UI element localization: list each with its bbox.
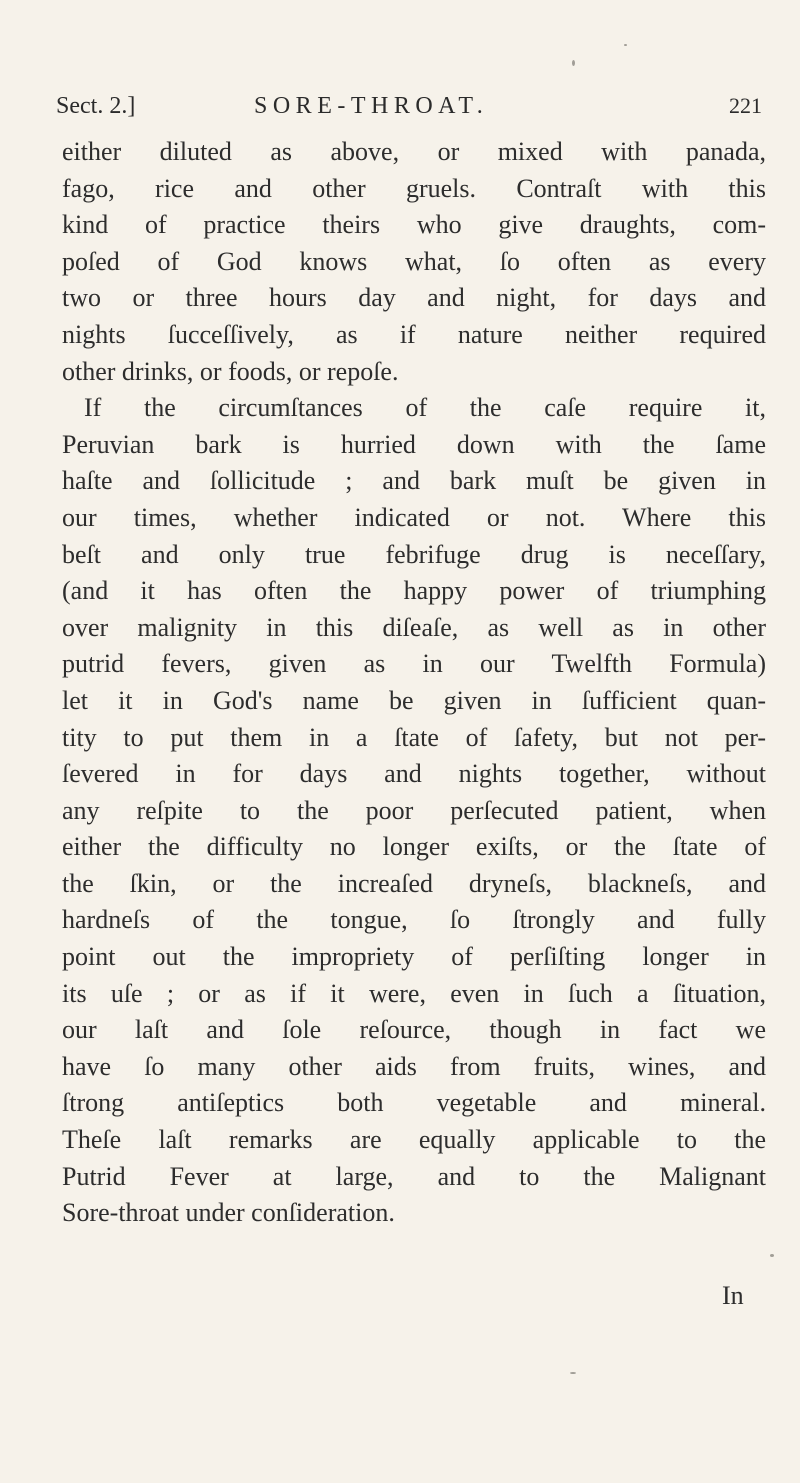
text-line: either diluted as above, or mixed with panada,: [62, 137, 766, 166]
catchword: In: [722, 1281, 744, 1310]
text-line: (and it has often the happy power of triumphing: [62, 576, 766, 606]
text-line: fago, rice and other gruels. Contraſt with this: [62, 173, 766, 203]
text-line: either the difficulty no longer exiſts, or the ſtate of: [62, 832, 766, 862]
text-line: let it in God's name be given in ſufficient quan-: [62, 685, 766, 715]
text-line: the ſkin, or the increaſed dryneſs, blackneſs, and: [62, 868, 766, 898]
text-line: Sore-throat under conſideration.: [62, 1198, 395, 1228]
print-speck: [770, 1254, 774, 1257]
text-line: its uſe ; or as if it were, even in ſuch a ſituation,: [62, 978, 766, 1008]
text-line: poſed of God knows what, ſo often as every: [62, 246, 766, 276]
text-line: other drinks, or foods, or repoſe.: [62, 356, 399, 386]
running-header: [56, 88, 762, 124]
text-line: kind of practice theirs who give draughts, com-: [62, 210, 766, 240]
paragraph-first-line: If the circumſtances of the caſe require it,: [84, 393, 766, 423]
text-line: have ſo many other aids from fruits, wines, and: [62, 1051, 766, 1081]
print-speck: [572, 60, 575, 66]
text-line: Theſe laſt remarks are equally applicable to the: [62, 1125, 766, 1155]
text-line: beſt and only true febrifuge drug is neceſſary,: [62, 539, 766, 569]
section-reference: Sect. 2.]: [56, 93, 136, 119]
text-line: any reſpite to the poor perſecuted patient, when: [62, 795, 766, 825]
text-line: our laſt and ſole reſource, though in fact we: [62, 1015, 766, 1045]
text-line: ſtrong antiſeptics both vegetable and mineral.: [62, 1088, 766, 1118]
text-line: ſevered in for days and nights together, without: [62, 759, 766, 789]
print-speck: [570, 1372, 576, 1374]
text-line: tity to put them in a ſtate of ſafety, but not per-: [62, 722, 766, 752]
text-line: putrid fevers, given as in our Twelfth Formula): [62, 649, 766, 679]
print-speck: [624, 44, 627, 46]
body-text: [62, 134, 766, 1232]
text-line: our times, whether indicated or not. Where this: [62, 502, 766, 532]
text-line: haſte and ſollicitude ; and bark muſt be given in: [62, 466, 766, 496]
text-line: nights ſucceſſively, as if nature neither required: [62, 319, 766, 349]
text-line: Peruvian bark is hurried down with the ſame: [62, 429, 766, 459]
text-line: two or three hours day and night, for days and: [62, 283, 766, 313]
running-title: SORE-THROAT.: [254, 93, 489, 119]
text-line: hardneſs of the tongue, ſo ſtrongly and fully: [62, 905, 766, 935]
text-line: Putrid Fever at large, and to the Malignant: [62, 1161, 766, 1191]
page-number: 221: [729, 93, 762, 118]
text-line: over malignity in this diſeaſe, as well as in other: [62, 612, 766, 642]
text-line: point out the impropriety of perſiſting longer in: [62, 942, 766, 972]
